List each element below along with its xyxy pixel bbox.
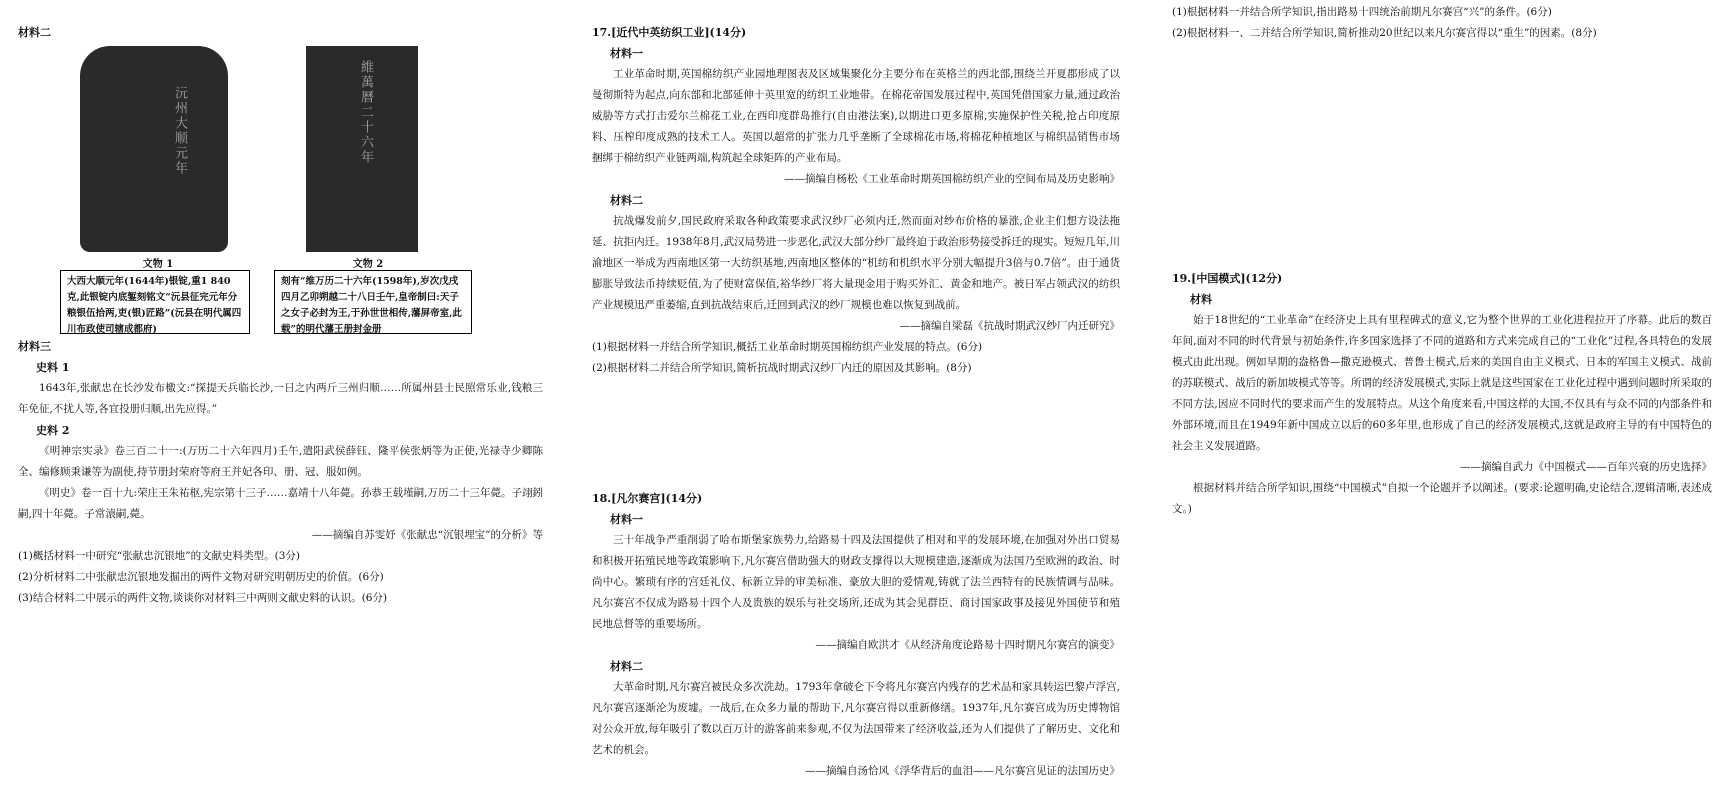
q17-material-one-source: ——摘编自杨松《工业革命时期英国棉纺织产业的空间布局及历史影响》 (784, 173, 1120, 185)
question-16-3: (3)结合材料二中展示的两件文物,谈谈你对材料三中两则文献史料的认识。(6分) (18, 592, 388, 604)
relic-one-description: 大西大顺元年(1644年)银锭,重1 840克,此银锭内底錾刻铭文“沅县征完元年分粮银伍拾两,吏(银)匠路”(沅县在明代属四川布政使司辖成都府) (60, 270, 250, 334)
q19-material-text: 始于18世纪的“工业革命”在经济史上具有里程碑式的意义,它为整个世界的工业化进程拉开了序幕。此后的数百年间,面对不同的时代背景与初始条件,许多国家选择了不同的道路和方式来完成自己的“工业化”过程,各具特色的发展模式由此出现。例如早期的盎格鲁—撒克逊模式、普鲁士模式,后来的美国自由主义模式、日本的军国主义模式、战前的苏联模式、战后的新加坡模式等等。所谓的经济发展模式,实际上就是这些国家在工业化过程中遇到问题时所采取的不同方法,因应不同时代的要求而产生的发展特点。从这个角度来看,中国这样的大国,不仅具有与众不同的内部条件和外部环境,而且在1949年新中国成立以后的60多年里,也形成了自己的经济发展模式,这就是政府主导的有中国特色的社会主义发展道路。 (1172, 314, 1712, 452)
question-17-2: (2)根据材料二并结合所学知识,简析抗战时期武汉纱厂内迁的原因及其影响。(8分) (592, 362, 972, 374)
q17-material-one-heading: 材料一 (610, 47, 643, 60)
q18-material-two-source: ——摘编自汤恰风《浮华背后的血泪——凡尔赛宫见证的法国历史》 (805, 765, 1120, 777)
material-two-heading: 材料二 (18, 26, 51, 39)
q18-material-two-text: 大革命时期,凡尔赛宫被民众多次洗劫。1793年拿破仑下令将凡尔赛宫内残存的艺术品和家具转运巴黎卢浮宫,凡尔赛宫逐渐沦为废墟。一战后,在众多力量的帮助下,凡尔赛宫得以重新修缮。1937年,凡尔赛宫成为历史博物馆对公众开放,每年吸引了数以百万计的游客前来参观,不仅为法国带来了经济收益,还为人们提供了了解历史、文化和艺术的机会。 (592, 681, 1120, 756)
question-16-2: (2)分析材料二中张献忠沉银地发掘出的两件文物对研究明朝历史的价值。(6分) (18, 571, 384, 583)
q18-material-one-heading: 材料一 (610, 513, 643, 526)
q19-material-heading: 材料 (1190, 293, 1212, 306)
material-three-heading: 材料三 (18, 340, 51, 353)
question-18-1: (1)根据材料一并结合所学知识,指出路易十四统治前期凡尔赛宫“兴”的条件。(6分) (1172, 6, 1552, 18)
question-18-2: (2)根据材料一、二并结合所学知识,简析推动20世纪以来凡尔赛宫得以“重生”的因素。(8分) (1172, 27, 1597, 39)
question-18-subquestions (1172, 2, 1712, 44)
question-16-1: (1)概括材料一中研究“张献忠沉银地”的文献史料类型。(3分) (18, 550, 300, 562)
q18-material-two-heading: 材料二 (610, 660, 643, 673)
q18-material-one-text: 三十年战争严重削弱了哈布斯堡家族势力,给路易十四及法国提供了相对和平的发展环境,在加强对外出口贸易和积极开拓殖民地等政策影响下,凡尔赛宫借助强大的财政支撑得以大规模建造,逐渐成为法国乃至欧洲的政治、时尚中心。繁琐有序的宫廷礼仪、标新立异的审美标准、豪放大胆的爱情观,铸就了法兰西特有的民族情调与品味。凡尔赛宫不仅成为路易十四个人及贵族的娱乐与社交场所,还成为其会见群臣、商讨国家政事及接见外国使节和殖民地总督等的重要场所。 (592, 534, 1120, 630)
relic-two-image (306, 46, 418, 252)
shiliao-two-text-1: 《明神宗实录》卷三百二十一:(万历二十六年四月)壬午,遣阳武侯薛钰、隆平侯张炳等为正使,光禄寺少卿陈全、编修顾秉谦等为副使,持节册封荣府等府王并妃各印、册、冠、服如例。 (18, 445, 543, 478)
question-17-title: 17.[近代中英纺织工业](14分) (592, 26, 747, 39)
material-three-block (18, 336, 543, 609)
relic-one-caption: 文物 1 (142, 259, 174, 270)
question-17-1: (1)根据材料一并结合所学知识,概括工业革命时期英国棉纺织产业发展的特点。(6分) (592, 341, 983, 353)
q17-material-two-text: 抗战爆发前夕,国民政府采取各种政策要求武汉纱厂必须内迁,然而面对纱布价格的暴涨,企业主们想方设法拖延、抗拒内迁。1938年8月,武汉局势进一步恶化,武汉大部分纱厂最终迫于政治形势接受拆迁的现实。短短几年,川渝地区一举成为西南地区第一大纺织基地,西南地区整体的“机纺和机织水平分别大幅提升3倍与0.7倍”。由于通货膨胀导致法币持续贬值,为了使财富保值,裕华纱厂将大量现金用于购买外汇、黄金和地产。被日军占领武汉的纺织产业规模迅严重萎缩,直到抗战结束后,迁回到武汉的纱厂规模也难以恢复到战前。 (592, 215, 1120, 311)
relic-two-description: 刻有“维万历二十六年(1598年),岁次戊戌四月乙卯朔越二十八日壬午,皇帝制曰:天子之女子必封为王,于孙世世相传,藩屏帝室,此载”的明代藩王册封金册 (274, 270, 472, 334)
shiliao-one-text: 1643年,张献忠在长沙发布檄文:“探提天兵临长沙,一日之内两斤三州归顺……所属州县士民照常乐业,钱粮三年免征,不扰人等,各宜投册归顺,出先应得。” (18, 382, 543, 415)
question-19-title: 19.[中国模式](12分) (1172, 272, 1283, 285)
question-18-title: 18.[凡尔赛宫](14分) (592, 492, 703, 505)
q19-material-source: ——摘编自武力《中国模式——百年兴衰的历史选择》 (1460, 461, 1712, 473)
relic-two-inscription: 維萬曆二十六年 (358, 60, 373, 165)
question-17-block (592, 22, 1120, 379)
material-three-source: ——摘编自苏雯妤《张献忠“沉银埋宝”的分析》等 (311, 529, 543, 541)
q17-material-two-source: ——摘编自梁磊《抗战时期武汉纱厂内迁研究》 (899, 320, 1120, 332)
question-19-block (1172, 268, 1712, 520)
relic-one-image (80, 46, 228, 252)
question-19-prompt: 根据材料并结合所学知识,围绕“中国模式”自拟一个论题并予以阐述。(要求:论题明确,史论结合,逻辑清晰,表述成文。) (1172, 482, 1712, 515)
q17-material-one-text: 工业革命时期,英国棉纺织产业园地理图表及区域集聚化分主要分布在英格兰的西北部,围绕兰开夏郡形成了以曼彻斯特为起点,向东部和北部延伸十英里宽的纺织工业地带。在棉花帝国发展过程中,英国凭借国家力量,通过政治威胁等方式打击爱尔兰棉花工业,在西印度群岛推行(自由港法案),以期进口更多原棉,实施保护性关税,抢占印度原料、压榨印度成熟的技术工人。英国以超常的扩张力几乎垄断了全球棉花市场,将棉花种植地区与棉织品销售市场捆绑于棉纺织产业链两端,构筑起全球矩阵的产业布局。 (592, 68, 1120, 164)
relic-one-inscription: 沅州大顺元年 (172, 86, 187, 176)
shiliao-two-text-2: 《明史》卷一百十九:荣庄王朱祐枢,宪宗第十三子……嘉靖十八年薨。孙恭王载墐嗣,万历二十三年薨。子翊鈏嗣,四十年薨。子常溒嗣,薨。 (18, 487, 543, 520)
shiliao-two-heading: 史料 2 (36, 424, 70, 437)
q17-material-two-heading: 材料二 (610, 194, 643, 207)
shiliao-one-heading: 史料 1 (36, 361, 70, 374)
question-18-block (592, 488, 1120, 782)
relic-two-caption: 文物 2 (352, 259, 384, 270)
q18-material-one-source: ——摘编自欧洪才《从经济角度论路易十四时期凡尔赛宫的演变》 (815, 639, 1120, 651)
